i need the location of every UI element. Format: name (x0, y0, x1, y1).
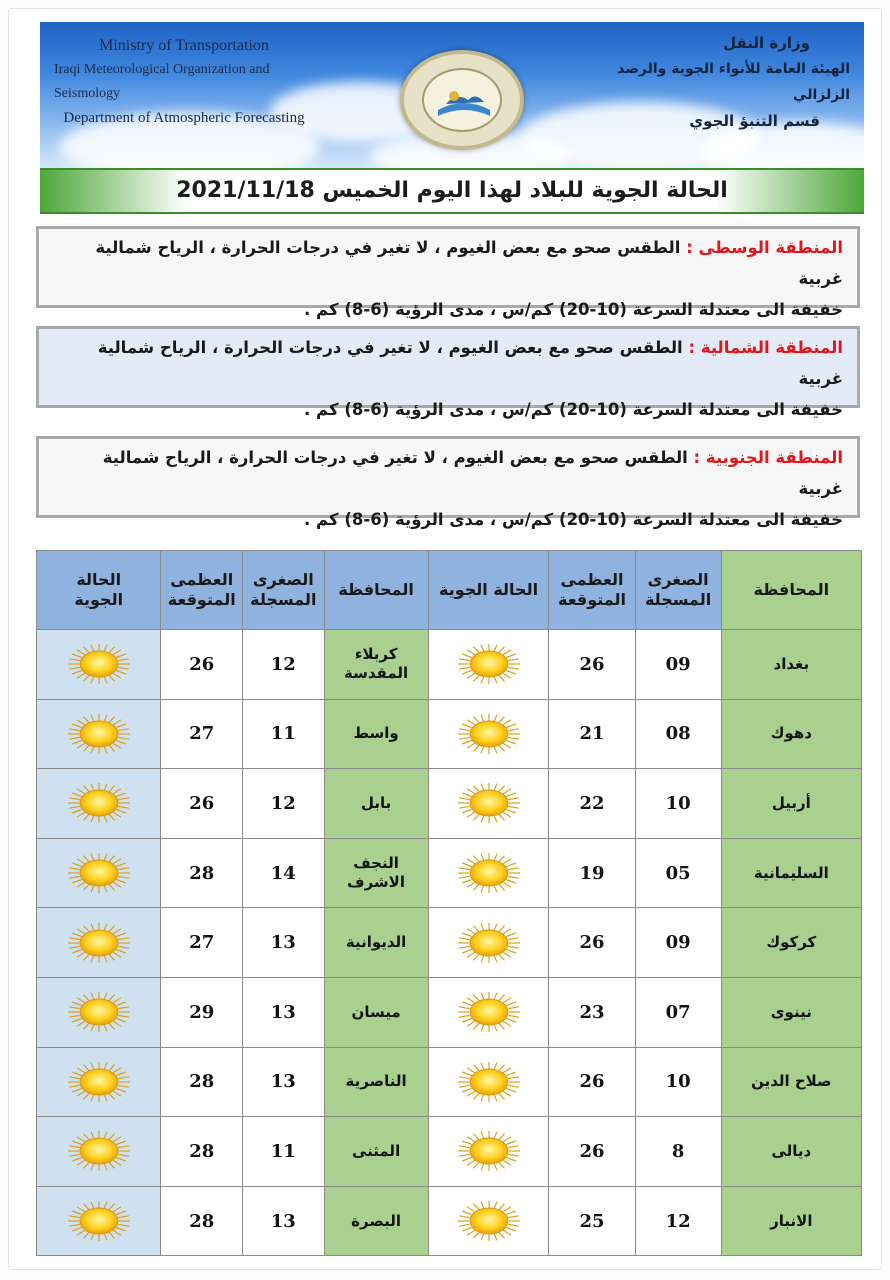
max-temp-cell: 26 (549, 630, 635, 700)
table-row (37, 838, 862, 908)
organization-name-en: Iraqi Meteorological Organization and Seismology (54, 62, 270, 101)
max-temp-cell: 26 (161, 769, 243, 839)
governorate-cell: بابل (324, 769, 428, 839)
ministry-name-ar: وزارة النقل (723, 34, 810, 52)
region-central (36, 226, 860, 319)
min-temp-cell: 07 (635, 977, 721, 1047)
min-temp-cell: 11 (243, 1117, 325, 1187)
weather-cell (37, 908, 161, 978)
header-weather-left: الحالة الجوية (37, 551, 161, 630)
header-min-right: الصغرى المسجلة (635, 551, 721, 630)
header-max-left: العظمى المتوقعة (161, 551, 243, 630)
table-row (37, 977, 862, 1047)
header-weather-right: الحالة الجوية (428, 551, 549, 630)
min-temp-cell: 11 (243, 699, 325, 769)
organization-name-ar: الهيئة العامة للأنواء الجوية والرصد الزلزالي (617, 61, 850, 103)
weather-cell (428, 699, 549, 769)
sun-icon (64, 1060, 134, 1104)
governorate-cell: ميسان (324, 977, 428, 1047)
header-banner (40, 22, 864, 168)
weather-cell (37, 1117, 161, 1187)
min-temp-cell: 12 (243, 769, 325, 839)
max-temp-cell: 25 (549, 1186, 635, 1256)
min-temp-cell: 13 (243, 908, 325, 978)
governorate-cell: ديالى (721, 1117, 861, 1187)
governorate-cell: صلاح الدين (721, 1047, 861, 1117)
page-title: الحالة الجوية للبلاد لهذا اليوم الخميس 2021/11/18 (176, 178, 728, 203)
max-temp-cell: 28 (161, 1117, 243, 1187)
sun-icon (454, 1060, 524, 1104)
sun-icon (64, 712, 134, 756)
weather-cell (37, 1047, 161, 1117)
title-bar (40, 168, 864, 214)
max-temp-cell: 27 (161, 908, 243, 978)
sun-icon (64, 1129, 134, 1173)
min-temp-cell: 09 (635, 908, 721, 978)
sun-icon (454, 851, 524, 895)
table-row (37, 630, 862, 700)
region-north (36, 326, 860, 419)
governorate-cell: النجف الاشرف (324, 838, 428, 908)
weather-cell (428, 1117, 549, 1187)
min-temp-cell: 12 (635, 1186, 721, 1256)
governorate-cell: كركوك (721, 908, 861, 978)
max-temp-cell: 26 (549, 1117, 635, 1187)
sun-icon (454, 1129, 524, 1173)
governorate-cell: دهوك (721, 699, 861, 769)
ministry-name-en: Ministry of Transportation (99, 37, 269, 54)
weather-cell (428, 630, 549, 700)
min-temp-cell: 10 (635, 769, 721, 839)
max-temp-cell: 26 (161, 630, 243, 700)
weather-cell (428, 838, 549, 908)
weather-cell (428, 908, 549, 978)
governorate-cell: السليمانية (721, 838, 861, 908)
region-text: خفيفة الى معتدلة السرعة (10-20) كم/س ، مدى الرؤية (6-8) كم . (304, 300, 843, 319)
max-temp-cell: 28 (161, 838, 243, 908)
max-temp-cell: 19 (549, 838, 635, 908)
governorate-cell: الانبار (721, 1186, 861, 1256)
table-row (37, 699, 862, 769)
max-temp-cell: 23 (549, 977, 635, 1047)
weather-cell (37, 1186, 161, 1256)
governorate-cell: البصرة (324, 1186, 428, 1256)
table-row (37, 769, 862, 839)
header-gov-left: المحافظة (324, 551, 428, 630)
governorate-cell: نينوى (721, 977, 861, 1047)
max-temp-cell: 29 (161, 977, 243, 1047)
weather-cell (428, 977, 549, 1047)
governorate-cell: كربلاء المقدسة (324, 630, 428, 700)
weather-cell (37, 769, 161, 839)
sun-icon (64, 642, 134, 686)
region-text: خفيفة الى معتدلة السرعة (10-20) كم/س ، مدى الرؤية (6-8) كم . (304, 400, 843, 419)
governorate-cell: أربيل (721, 769, 861, 839)
governorate-cell: المثنى (324, 1117, 428, 1187)
region-name: المنطقة الجنوبية : (693, 448, 843, 467)
sun-icon (454, 990, 524, 1034)
sun-icon (454, 781, 524, 825)
region-name: المنطقة الشمالية : (688, 338, 843, 357)
region-text: الطقس صحو مع بعض الغيوم ، لا تغير في درجات الحرارة ، الرياح شمالية غربية (97, 338, 843, 388)
sun-icon (64, 851, 134, 895)
department-name-en: Department of Atmospheric Forecasting (63, 110, 305, 126)
max-temp-cell: 26 (549, 1047, 635, 1117)
region-text: الطقس صحو مع بعض الغيوم ، لا تغير في درجات الحرارة ، الرياح شمالية غربية (102, 448, 843, 498)
max-temp-cell: 22 (549, 769, 635, 839)
weather-cell (37, 699, 161, 769)
header-max-right: العظمى المتوقعة (549, 551, 635, 630)
sun-icon (64, 990, 134, 1034)
sun-icon (454, 921, 524, 965)
header-gov-right: المحافظة (721, 551, 861, 630)
max-temp-cell: 28 (161, 1047, 243, 1117)
region-name: المنطقة الوسطى : (686, 238, 843, 257)
region-text: الطقس صحو مع بعض الغيوم ، لا تغير في درجات الحرارة ، الرياح شمالية غربية (95, 238, 843, 288)
min-temp-cell: 10 (635, 1047, 721, 1117)
weather-cell (37, 630, 161, 700)
min-temp-cell: 08 (635, 699, 721, 769)
sun-icon (64, 781, 134, 825)
weather-cell (428, 1186, 549, 1256)
min-temp-cell: 14 (243, 838, 325, 908)
table-header-row (37, 551, 862, 630)
weather-cell (37, 838, 161, 908)
sun-icon (454, 712, 524, 756)
weather-cell (37, 977, 161, 1047)
governorate-cell: واسط (324, 699, 428, 769)
region-text: خفيفة الى معتدلة السرعة (10-20) كم/س ، مدى الرؤية (6-8) كم . (304, 510, 843, 529)
sun-icon (454, 1199, 524, 1243)
table-row (37, 1047, 862, 1117)
governorate-cell: بغداد (721, 630, 861, 700)
governorate-cell: الديوانية (324, 908, 428, 978)
sun-icon (64, 1199, 134, 1243)
header-arabic (600, 30, 850, 134)
table-row (37, 908, 862, 978)
max-temp-cell: 21 (549, 699, 635, 769)
min-temp-cell: 13 (243, 977, 325, 1047)
weather-cell (428, 769, 549, 839)
max-temp-cell: 27 (161, 699, 243, 769)
header-min-left: الصغرى المسجلة (243, 551, 325, 630)
min-temp-cell: 09 (635, 630, 721, 700)
sun-icon (454, 642, 524, 686)
min-temp-cell: 8 (635, 1117, 721, 1187)
min-temp-cell: 12 (243, 630, 325, 700)
department-name-ar: قسم التنبؤ الجوي (689, 112, 820, 130)
weather-cell (428, 1047, 549, 1117)
header-english (54, 34, 314, 130)
max-temp-cell: 28 (161, 1186, 243, 1256)
max-temp-cell: 26 (549, 908, 635, 978)
min-temp-cell: 13 (243, 1047, 325, 1117)
organization-logo (400, 50, 524, 150)
min-temp-cell: 05 (635, 838, 721, 908)
governorate-cell: الناصرية (324, 1047, 428, 1117)
table-row (37, 1117, 862, 1187)
min-temp-cell: 13 (243, 1186, 325, 1256)
forecast-table (36, 550, 862, 1256)
sun-icon (64, 921, 134, 965)
table-row (37, 1186, 862, 1256)
region-south (36, 436, 860, 529)
